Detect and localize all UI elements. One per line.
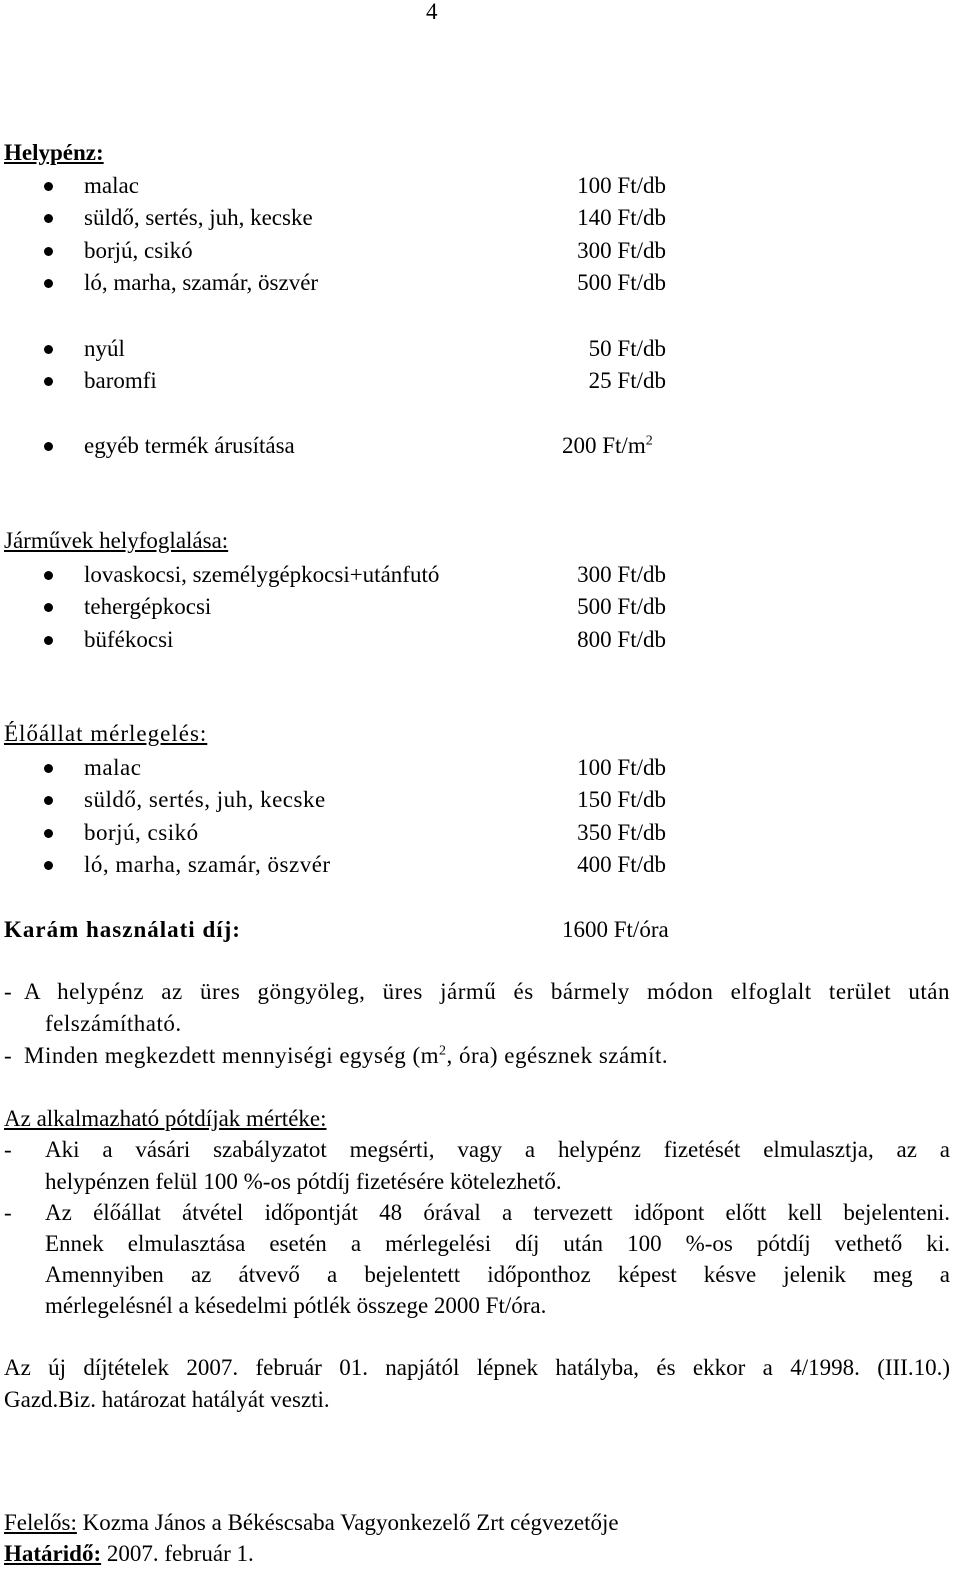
note-text: , óra) egésznek számít. bbox=[446, 1043, 669, 1068]
list-item-price: 50 Ft/db bbox=[588, 336, 666, 361]
bullet-icon bbox=[44, 247, 53, 256]
felelos-line bbox=[4, 1507, 619, 1539]
list-item-price: 100 Ft/db bbox=[577, 755, 666, 780]
note-line bbox=[24, 1040, 668, 1072]
felelos-value: Kozma János a Békéscsaba Vagyonkezelő Zrt cégvezetője bbox=[76, 1510, 619, 1535]
list-item-price: 100 Ft/db bbox=[577, 173, 666, 198]
list-item-label: süldő, sertés, juh, kecske bbox=[84, 787, 326, 812]
list-item-label: lovaskocsi, személygépkocsi+utánfutó bbox=[84, 562, 440, 587]
bullet-icon bbox=[44, 861, 53, 870]
list-item-price: 500 Ft/db bbox=[577, 594, 666, 619]
list-item-label: ló, marha, szamár, öszvér bbox=[84, 852, 331, 877]
bullet-icon bbox=[44, 636, 53, 645]
para-line: helypénzen felül 100 %-os pótdíj fizetésére kötelezhető. bbox=[45, 1169, 562, 1194]
elo-title: Élőállat mérlegelés: bbox=[4, 721, 208, 746]
closing-line: Gazd.Biz. határozat hatályát veszti. bbox=[4, 1387, 330, 1412]
list-item-price: 500 Ft/db bbox=[577, 270, 666, 295]
bullet-icon bbox=[44, 571, 53, 580]
closing-line bbox=[4, 1352, 950, 1384]
para-line bbox=[45, 1228, 950, 1260]
list-item-price: 300 Ft/db bbox=[577, 562, 666, 587]
para-text: Az élőállat átvétel időpontját 48 órával a tervezett időpont előtt kell bejelenteni. bbox=[45, 1200, 950, 1225]
para-text: Aki a vásári szabályzatot megsérti, vagy a helypénz fizetését elmulasztja, az a bbox=[45, 1137, 950, 1162]
list-item-price: 300 Ft/db bbox=[577, 238, 666, 263]
karam-label: Karám használati díj: bbox=[4, 917, 241, 942]
list-item-label: borjú, csikó bbox=[84, 238, 193, 263]
closing-text: Az új díjtételek 2007. február 01. napjától lépnek hatályba, és ekkor a 4/1998. (III.10.) bbox=[4, 1355, 950, 1380]
note-text: A helypénz az üres göngyöleg, üres jármű és bármely módon elfoglalt terület után bbox=[24, 979, 950, 1004]
dash-marker: - bbox=[4, 1043, 13, 1068]
list-item-price bbox=[562, 430, 653, 462]
list-item-price: 140 Ft/db bbox=[577, 205, 666, 230]
bullet-icon bbox=[44, 764, 53, 773]
hatarido-line bbox=[4, 1538, 254, 1570]
karam-price: 1600 Ft/óra bbox=[562, 917, 669, 942]
list-item-price: 800 Ft/db bbox=[577, 627, 666, 652]
list-item-label: borjú, csikó bbox=[84, 820, 199, 845]
list-item-price: 350 Ft/db bbox=[577, 820, 666, 845]
list-item-label: malac bbox=[84, 755, 142, 780]
jarmuvek-title: Járművek helyfoglalása: bbox=[4, 528, 229, 553]
bullet-icon bbox=[44, 829, 53, 838]
bullet-icon bbox=[44, 796, 53, 805]
para-line bbox=[45, 1259, 950, 1291]
dash-marker: - bbox=[4, 1200, 12, 1225]
bullet-icon bbox=[44, 377, 53, 386]
hatarido-value: 2007. február 1. bbox=[101, 1541, 254, 1566]
hatarido-label: Határidő: bbox=[4, 1541, 102, 1566]
dash-marker: - bbox=[4, 1137, 12, 1162]
dash-marker: - bbox=[4, 979, 13, 1004]
list-item-price: 400 Ft/db bbox=[577, 852, 666, 877]
potdij-title: Az alkalmazható pótdíjak mértéke: bbox=[4, 1106, 327, 1131]
para-line bbox=[45, 1134, 950, 1166]
bullet-icon bbox=[44, 182, 53, 191]
para-text: Ennek elmulasztása esetén a mérlegelési díj után 100 %-os pótdíj vethető ki. bbox=[45, 1231, 950, 1256]
list-item-label: baromfi bbox=[84, 368, 157, 393]
para-line bbox=[45, 1197, 950, 1229]
list-item-label: malac bbox=[84, 173, 139, 198]
note-text: Minden megkezdett mennyiségi egység (m bbox=[24, 1043, 440, 1068]
price-value: 200 Ft/m bbox=[562, 433, 646, 458]
bullet-icon bbox=[44, 279, 53, 288]
list-item-label: nyúl bbox=[84, 336, 125, 361]
bullet-icon bbox=[44, 603, 53, 612]
felelos-label: Felelős: bbox=[4, 1510, 77, 1535]
note-line: felszámítható. bbox=[45, 1011, 182, 1036]
list-item-label: süldő, sertés, juh, kecske bbox=[84, 205, 313, 230]
helypenz-title: Helypénz: bbox=[4, 140, 104, 165]
para-line: mérlegelésnél a késedelmi pótlék összege 2000 Ft/óra. bbox=[45, 1293, 547, 1318]
superscript: 2 bbox=[645, 433, 653, 449]
list-item-label: tehergépkocsi bbox=[84, 594, 212, 619]
page-number: 4 bbox=[426, 0, 438, 24]
list-item-price: 150 Ft/db bbox=[577, 787, 666, 812]
list-item-price: 25 Ft/db bbox=[588, 368, 666, 393]
bullet-icon bbox=[44, 442, 53, 451]
list-item-label: büfékocsi bbox=[84, 627, 174, 652]
note-line bbox=[24, 976, 950, 1008]
bullet-icon bbox=[44, 214, 53, 223]
bullet-icon bbox=[44, 345, 53, 354]
superscript: 2 bbox=[439, 1043, 447, 1059]
list-item-label: ló, marha, szamár, öszvér bbox=[84, 270, 319, 295]
list-item-label: egyéb termék árusítása bbox=[84, 433, 295, 458]
para-text: Amennyiben az átvevő a bejelentett időponthoz képest késve jelenik meg a bbox=[45, 1262, 950, 1287]
